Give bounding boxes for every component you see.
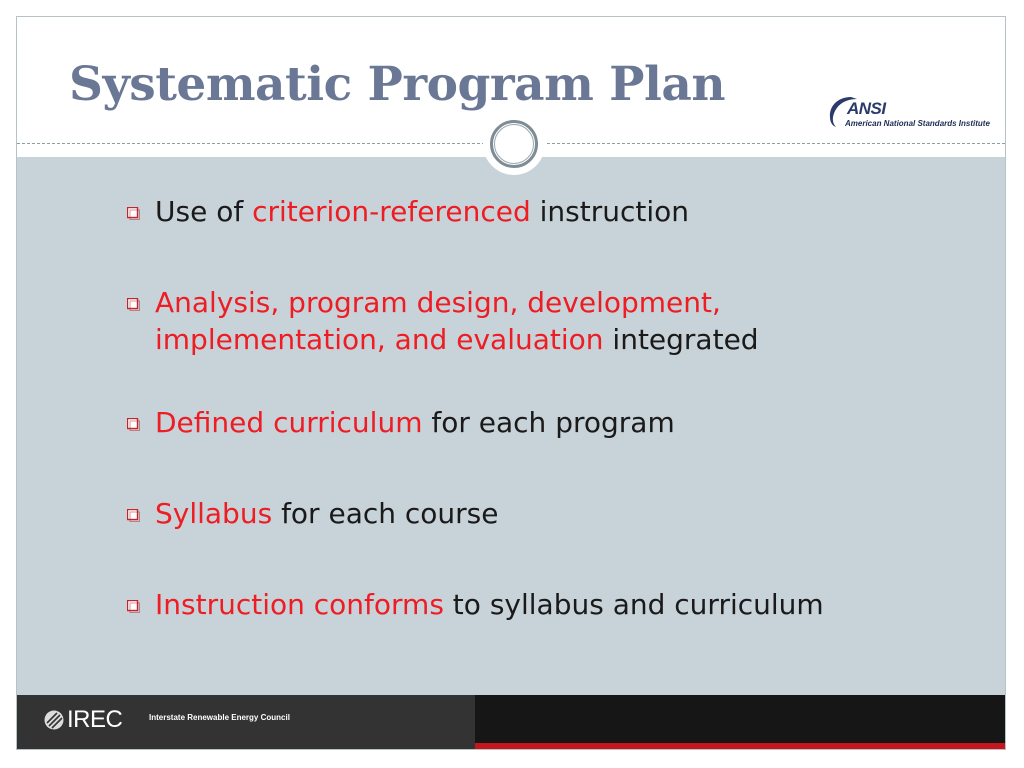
checkbox-bullet-icon <box>127 418 140 431</box>
checkbox-bullet-icon <box>127 600 140 613</box>
ansi-logo <box>827 93 1006 135</box>
bullet-item <box>125 586 945 623</box>
bullet-item <box>125 495 945 532</box>
bullet-text-plain: integrated <box>603 323 759 356</box>
irec-wordmark: IREC <box>67 706 123 733</box>
checkbox-bullet-icon <box>127 298 140 311</box>
medallion-icon <box>483 113 545 175</box>
irec-full-name: Interstate Renewable Energy Council <box>149 713 290 722</box>
bullet-item <box>125 404 945 441</box>
ansi-full-name: American National Standards Institute <box>845 119 990 128</box>
bullet-list <box>125 193 945 677</box>
bullet-text-plain: Use of <box>155 195 253 228</box>
bullet-text-plain: for each program <box>422 406 675 439</box>
footer-accent-stripe <box>475 743 1006 750</box>
ansi-mark: ANSI <box>847 99 886 118</box>
footer-logo-bar <box>17 695 475 750</box>
footer-dark-bar <box>475 695 1006 743</box>
slide <box>16 16 1006 750</box>
bullet-text-plain: for each course <box>272 497 499 530</box>
bullet-item <box>125 284 945 358</box>
bullet-text-highlight: Defined curriculum <box>155 406 423 439</box>
slide-title: Systematic Program Plan <box>69 57 726 112</box>
checkbox-bullet-icon <box>127 207 140 220</box>
bullet-item <box>125 193 945 230</box>
irec-globe-icon <box>43 709 65 731</box>
bullet-text-highlight: criterion-referenced <box>252 195 531 228</box>
bullet-text-plain: to syllabus and curriculum <box>443 588 824 621</box>
checkbox-bullet-icon <box>127 509 140 522</box>
bullet-text-highlight: Analysis, program design, development, implementation, and evaluation <box>155 286 721 356</box>
bullet-text-highlight: Syllabus <box>155 497 273 530</box>
bullet-text-plain: instruction <box>530 195 690 228</box>
bullet-text-highlight: Instruction conforms <box>155 588 444 621</box>
